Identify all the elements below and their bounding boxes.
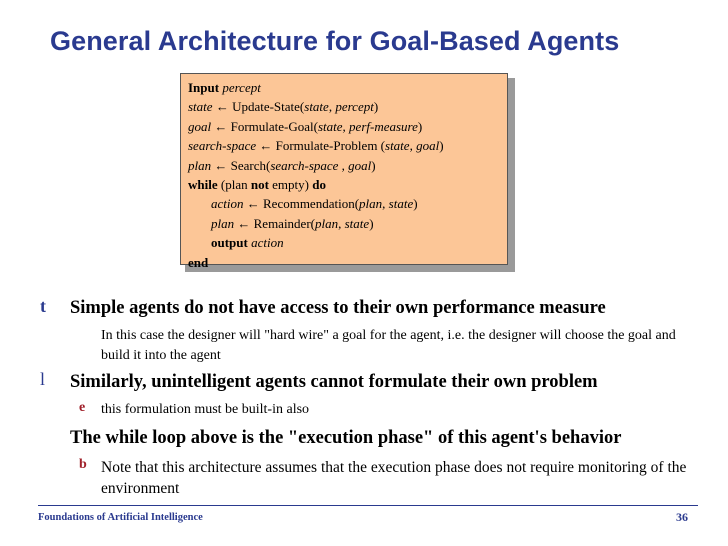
sub-bullet-marker: e [79, 400, 86, 415]
code-line-plan: plan ← Search(search-space , goal) [188, 157, 376, 173]
bullet-simple-agents: Simple agents do not have access to their own performance measure [70, 298, 606, 318]
pseudocode-box [180, 73, 508, 270]
code-line-goal: goal ← Formulate-Goal(state, perf-measure) [188, 118, 423, 134]
footer-course: Foundations of Artificial Intelligence [38, 512, 203, 523]
footer-divider [38, 505, 698, 506]
bullet-marker: l [40, 369, 46, 389]
bullet-marker: t [40, 296, 46, 316]
code-line-remainder: plan ← Remainder(plan, state) [211, 215, 374, 231]
sub-bullet-marker: b [79, 457, 87, 472]
code-line-search-space: search-space ← Formulate-Problem (state, goal) [188, 138, 444, 154]
sub-bullet-built-in: this formulation must be built-in also [101, 402, 310, 417]
code-line-output: output action [211, 235, 284, 251]
code-line-while: while (plan not empty) do [188, 177, 326, 193]
code-line-action: action ← Recommendation(plan, state) [211, 196, 418, 212]
code-line-state: state ← Update-State(state, percept) [188, 99, 379, 115]
code-line-input: Input percept [188, 80, 261, 95]
sub-bullet-hard-wire: In this case the designer will "hard wire" a goal for the agent, i.e. the designer will choose the goal and build it into the agent [101, 328, 676, 363]
sub-bullet-execution-phase: Note that this architecture assumes that the execution phase does not require monitoring of the environment [101, 459, 687, 497]
slide-title: General Architecture for Goal-Based Agents [50, 26, 620, 56]
bullet-while-loop: The while loop above is the "execution phase" of this agent's behavior [70, 428, 622, 448]
code-line-end: end [188, 254, 209, 270]
page-number: 36 [676, 510, 688, 524]
bullet-unintelligent-agents: Similarly, unintelligent agents cannot formulate their own problem [70, 372, 598, 392]
